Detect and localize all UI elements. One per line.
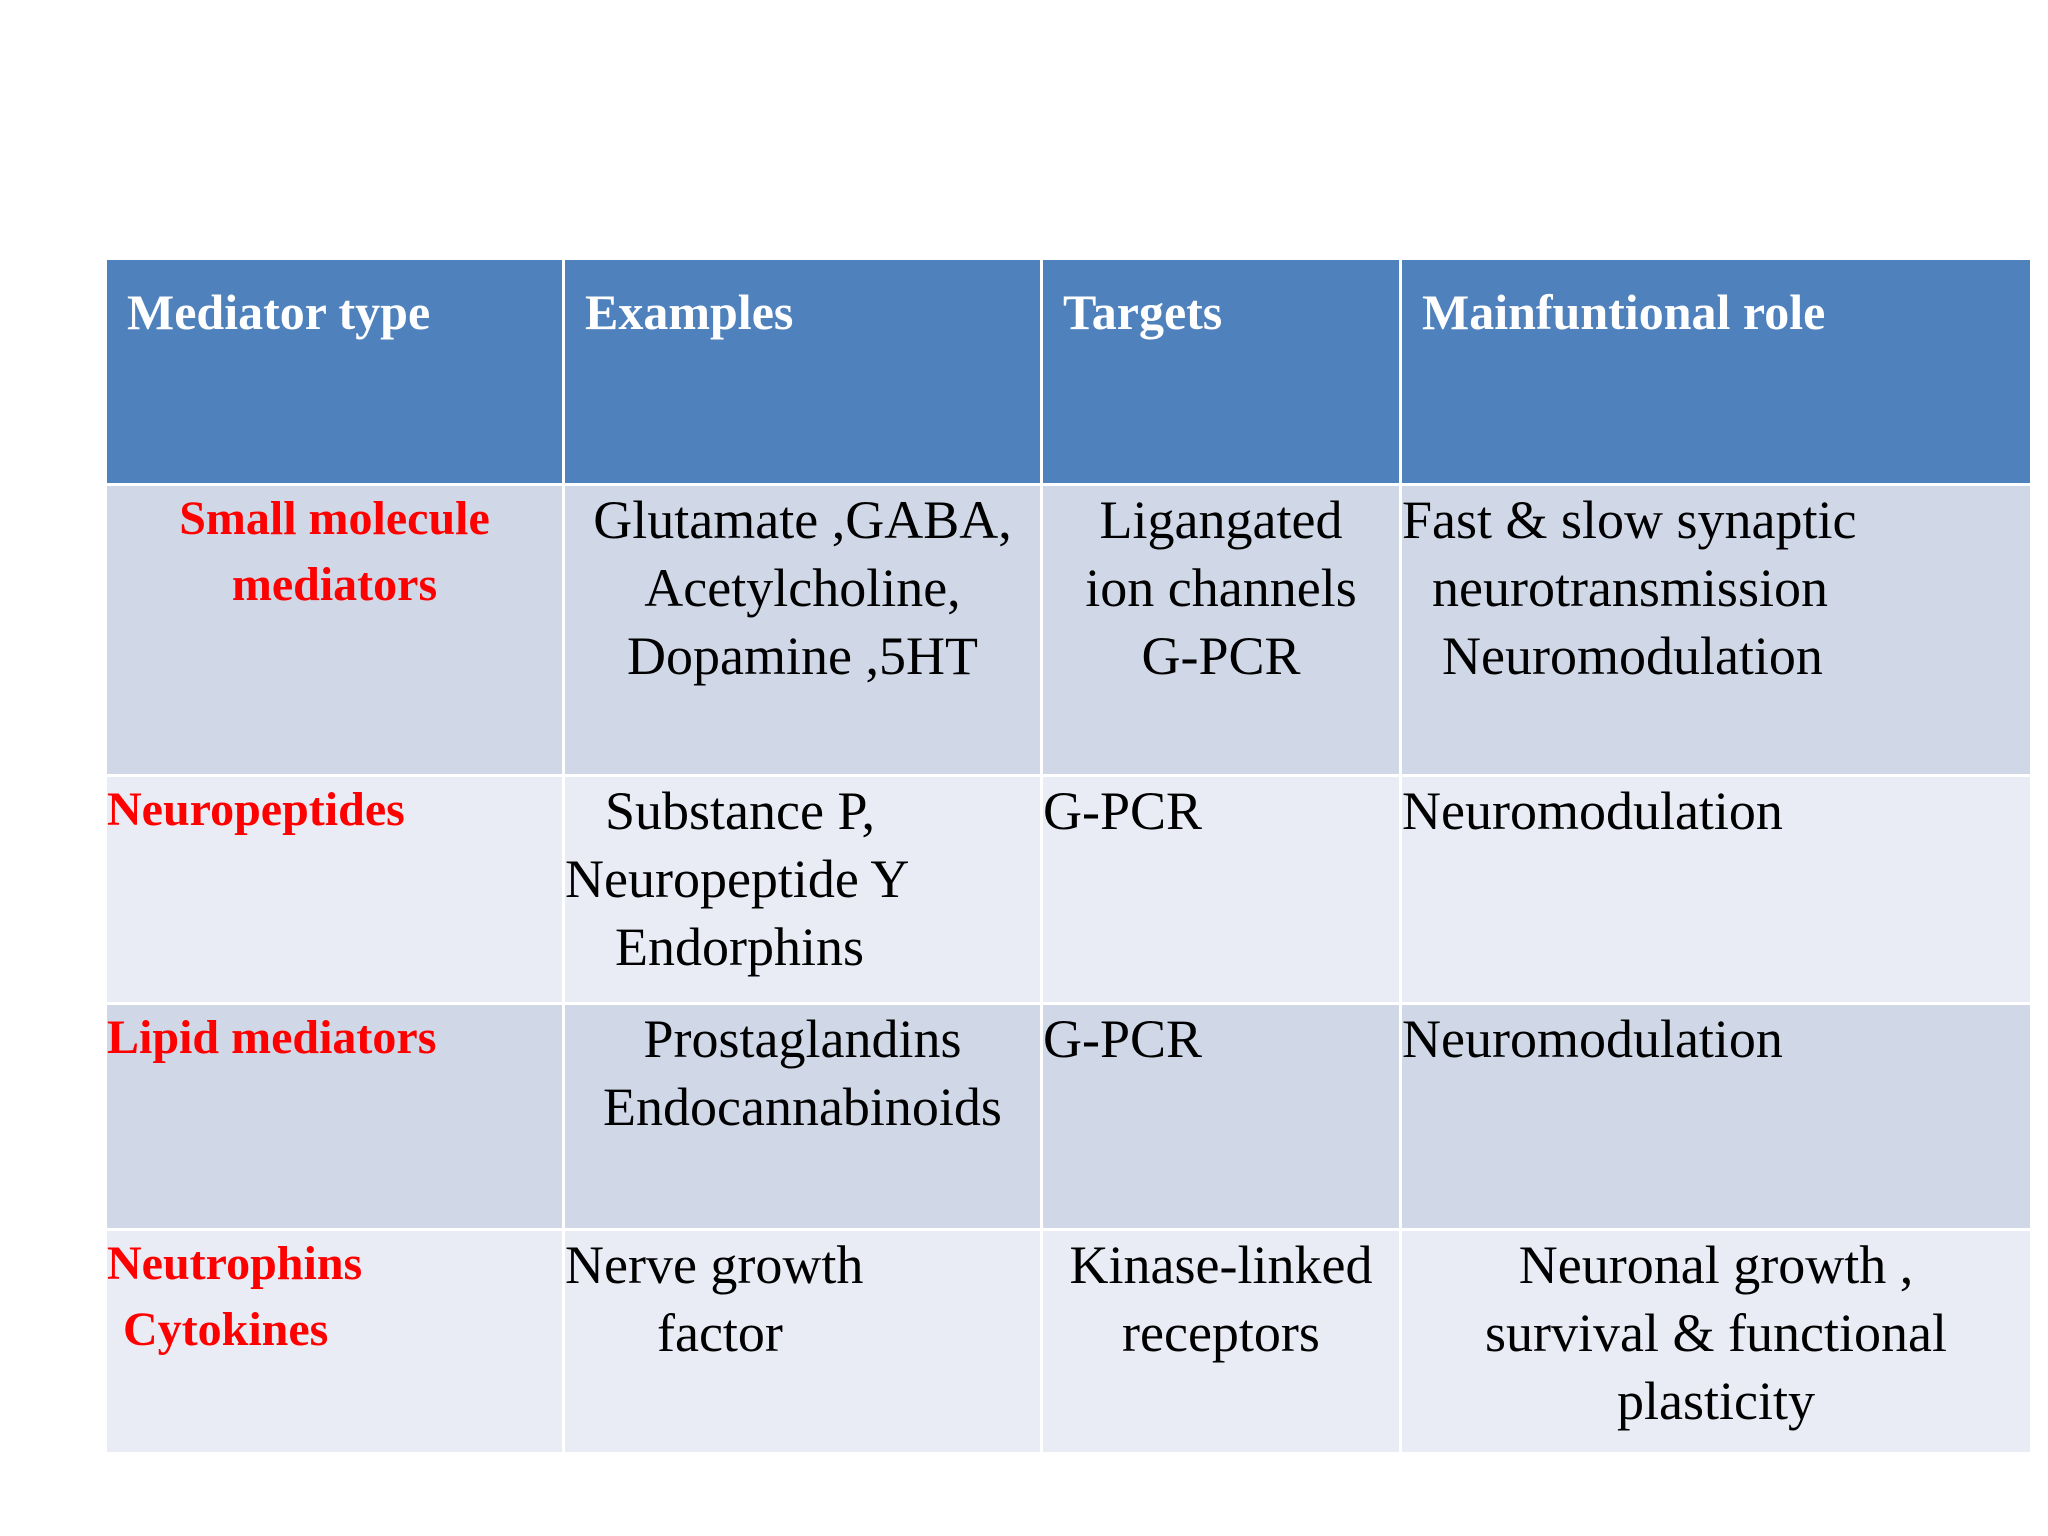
cell-line: G-PCR: [1043, 1009, 1203, 1069]
cell-role: [1401, 776, 2032, 1004]
cell-line: Neuromodulation: [1442, 626, 1823, 686]
cell-targets: [1042, 485, 1401, 776]
cell-role: [1401, 485, 2032, 776]
cell-line: plasticity: [1617, 1371, 1815, 1431]
cell-line: Ligangated: [1099, 490, 1343, 550]
header-mediator-type: Mediator type: [106, 259, 564, 485]
cell-line: Lipid mediators: [107, 1011, 437, 1064]
cell-line: Neutrophins: [107, 1237, 363, 1290]
cell-examples: [564, 1230, 1042, 1454]
cell-line: Small molecule: [179, 492, 490, 545]
cell-line: neurotransmission: [1432, 558, 1828, 618]
cell-line: Neuromodulation: [1402, 1009, 1783, 1069]
cell-line: Glutamate ,GABA,: [593, 490, 1012, 550]
cell-line: mediators: [231, 558, 438, 611]
mediator-table: [104, 257, 2033, 1455]
cell-mediator-type: [106, 776, 564, 1004]
cell-line: survival & functional: [1485, 1303, 1947, 1363]
cell-line: ion channels: [1085, 558, 1357, 618]
cell-role: [1401, 1230, 2032, 1454]
cell-line: Kinase-linked: [1069, 1235, 1373, 1295]
cell-line: Substance P,: [605, 781, 875, 841]
cell-line: receptors: [1122, 1303, 1320, 1363]
table-row: [106, 1230, 2032, 1454]
cell-mediator-type: [106, 485, 564, 776]
table-row: [106, 1004, 2032, 1230]
cell-line: G-PCR: [1043, 781, 1203, 841]
cell-line: Neuropeptides: [107, 783, 405, 836]
cell-line: Fast & slow synaptic: [1402, 490, 1857, 550]
header-targets: Targets: [1042, 259, 1401, 485]
cell-line: Prostaglandins: [643, 1009, 962, 1069]
table-row: [106, 776, 2032, 1004]
cell-targets: [1042, 1230, 1401, 1454]
cell-mediator-type: [106, 1004, 564, 1230]
cell-line: Nerve growth: [565, 1235, 864, 1295]
cell-line: factor: [657, 1303, 783, 1363]
header-examples: Examples: [564, 259, 1042, 485]
cell-role: [1401, 1004, 2032, 1230]
table-header-row: [106, 259, 2032, 485]
cell-examples: [564, 1004, 1042, 1230]
table-row: [106, 485, 2032, 776]
cell-line: Dopamine ,5HT: [627, 626, 978, 686]
cell-line: Endocannabinoids: [603, 1077, 1002, 1137]
cell-examples: [564, 776, 1042, 1004]
cell-mediator-type: [106, 1230, 564, 1454]
cell-targets: [1042, 776, 1401, 1004]
cell-line: Neuronal growth ,: [1518, 1235, 1914, 1295]
cell-examples: [564, 485, 1042, 776]
cell-line: Cytokines: [123, 1303, 329, 1356]
cell-line: G-PCR: [1141, 626, 1301, 686]
cell-line: Endorphins: [615, 917, 864, 977]
cell-line: Neuropeptide Y: [565, 849, 910, 909]
header-main-functional-role: Mainfuntional role: [1401, 259, 2032, 485]
cell-targets: [1042, 1004, 1401, 1230]
cell-line: Neuromodulation: [1402, 781, 1783, 841]
cell-line: Acetylcholine,: [644, 558, 961, 618]
